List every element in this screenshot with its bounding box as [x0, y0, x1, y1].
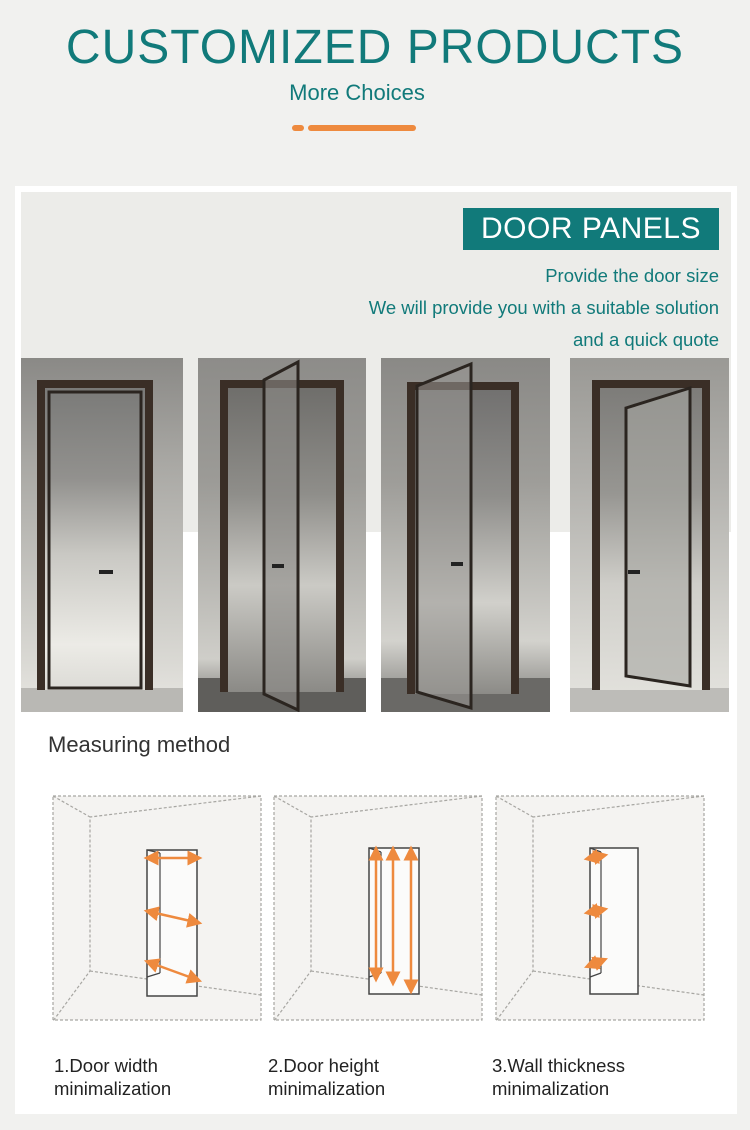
- panel-line-2: We will provide you with a suitable solution: [368, 297, 719, 318]
- step-caption-line: 3.Wall thickness: [492, 1055, 625, 1076]
- door-photo-half-open: [570, 358, 729, 712]
- door-height-diagram: [273, 795, 483, 1021]
- step-caption-line: minimalization: [268, 1078, 386, 1099]
- decoration-bar: [308, 125, 416, 131]
- page-subtitle: More Choices: [289, 80, 425, 105]
- step-caption-thickness: [492, 1054, 625, 1100]
- step-caption-line: minimalization: [492, 1078, 610, 1099]
- step-caption-width: [54, 1054, 171, 1100]
- panel-line-1: Provide the door size: [545, 265, 719, 286]
- step-caption-line: 1.Door width: [54, 1055, 158, 1076]
- page-title: CUSTOMIZED PRODUCTS: [65, 21, 685, 74]
- wall-thickness-diagram: [495, 795, 705, 1021]
- panel-line-3: and a quick quote: [572, 329, 719, 350]
- door-panels-badge: DOOR PANELS: [463, 208, 719, 250]
- door-photo-pivot-open: [198, 358, 366, 712]
- door-photo-closed: [21, 358, 183, 712]
- door-photo-wide-open: [381, 358, 550, 712]
- measuring-method-title: Measuring method: [48, 732, 231, 757]
- step-caption-line: minimalization: [54, 1078, 172, 1099]
- step-caption-height: [268, 1054, 385, 1100]
- door-width-diagram: [52, 795, 262, 1021]
- step-caption-line: 2.Door height: [268, 1055, 380, 1076]
- decoration-dot: [292, 125, 304, 131]
